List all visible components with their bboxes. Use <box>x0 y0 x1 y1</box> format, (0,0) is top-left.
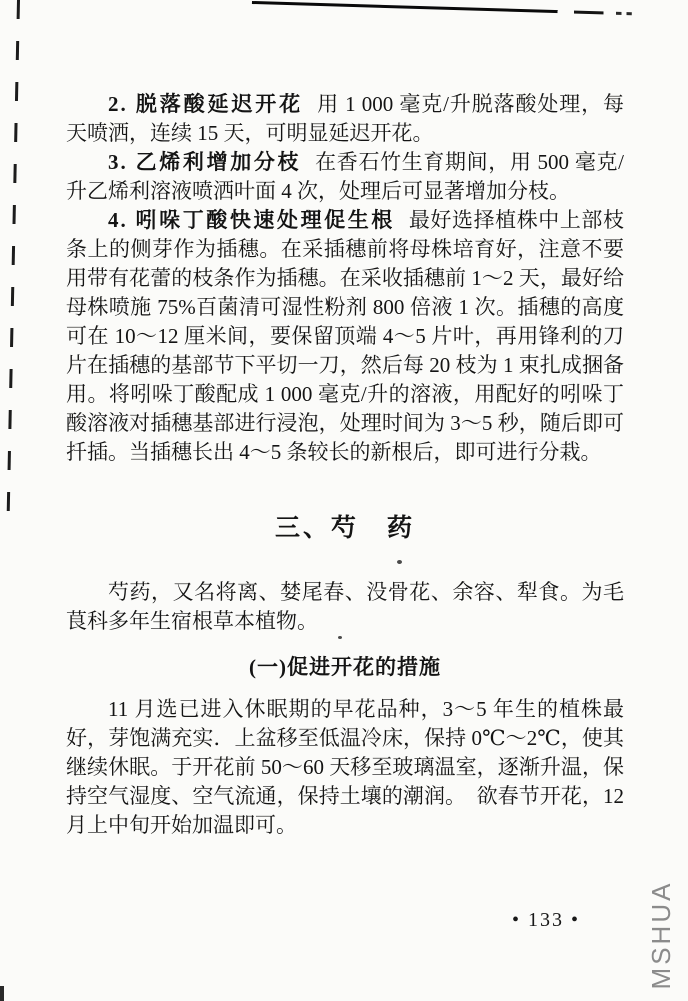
scan-corner-mark <box>0 986 4 1001</box>
scan-artifact-top-line <box>252 1 632 15</box>
numbered-item-3 <box>66 148 624 206</box>
item-2-label: 2. 脱落酸延迟开花 <box>108 92 304 116</box>
page-text-column <box>66 90 624 840</box>
item-4-text: 最好选择植株中上部枝条上的侧芽作为插穗。在采插穗前将母株培育好，注意不要用带有花蕾的枝条作为插穗。在采收插穗前 1～2 天，最好给母株喷施 75%百菌清可湿性粉剂 800 倍液 1 次。插穗的高度可在 10～12 厘米间，要保留顶端 4～5 片叶，再用锋利的刀片在插穗的基部节下平切一刀，然后每 20 枝为 1 束扎成捆备用。将吲哚丁酸配成 1 000 毫克/升的溶液，用配好的吲哚丁酸溶液对插穗基部进行浸泡，处理时间为 3～5 秒，随后即可扦插。当插穗长出 4～5 条较长的新根后，即可进行分栽。 <box>66 208 625 464</box>
section-heading: 三、芍 药 <box>274 515 415 542</box>
item-2-text: 用 1 000 毫克/升脱落酸处理，每天喷洒，连续 15 天，可明显延迟开花。 <box>66 92 624 145</box>
item-3-label: 3. 乙烯利增加分枝 <box>108 150 302 174</box>
binding-dashed-line <box>6 0 20 528</box>
intro-paragraph: 芍药，又名将离、婪尾春、没骨花、余容、犁食。为毛茛科多年生宿根草本植物。 <box>66 580 624 633</box>
item-3-text: 在香石竹生育期间，用 500 毫克/升乙烯利溶液喷洒叶面 4 次，处理后可显著增加分枝。 <box>66 150 624 203</box>
subsection-heading: (一)促进开花的措施 <box>249 655 441 679</box>
page-number: • 133 • <box>512 909 581 931</box>
body-paragraph: 11 月选已进入休眠期的早花品种，3～5 年生的植株最好，芽饱满充实．上盆移至低温冷床，保持 0℃～2℃，使其继续休眠。于开花前 50～60 天移至玻璃温室，逐渐升温，保持空气湿度、空气流通，保持土壤的潮润。 欲春节开花，12 月上中旬开始加温即可。 <box>66 697 624 837</box>
watermark-text: MSHUA <box>646 880 676 990</box>
item-4-label: 4. 吲哚丁酸快速处理促生根 <box>108 208 395 232</box>
numbered-item-4 <box>66 206 624 467</box>
numbered-item-2 <box>66 90 624 148</box>
